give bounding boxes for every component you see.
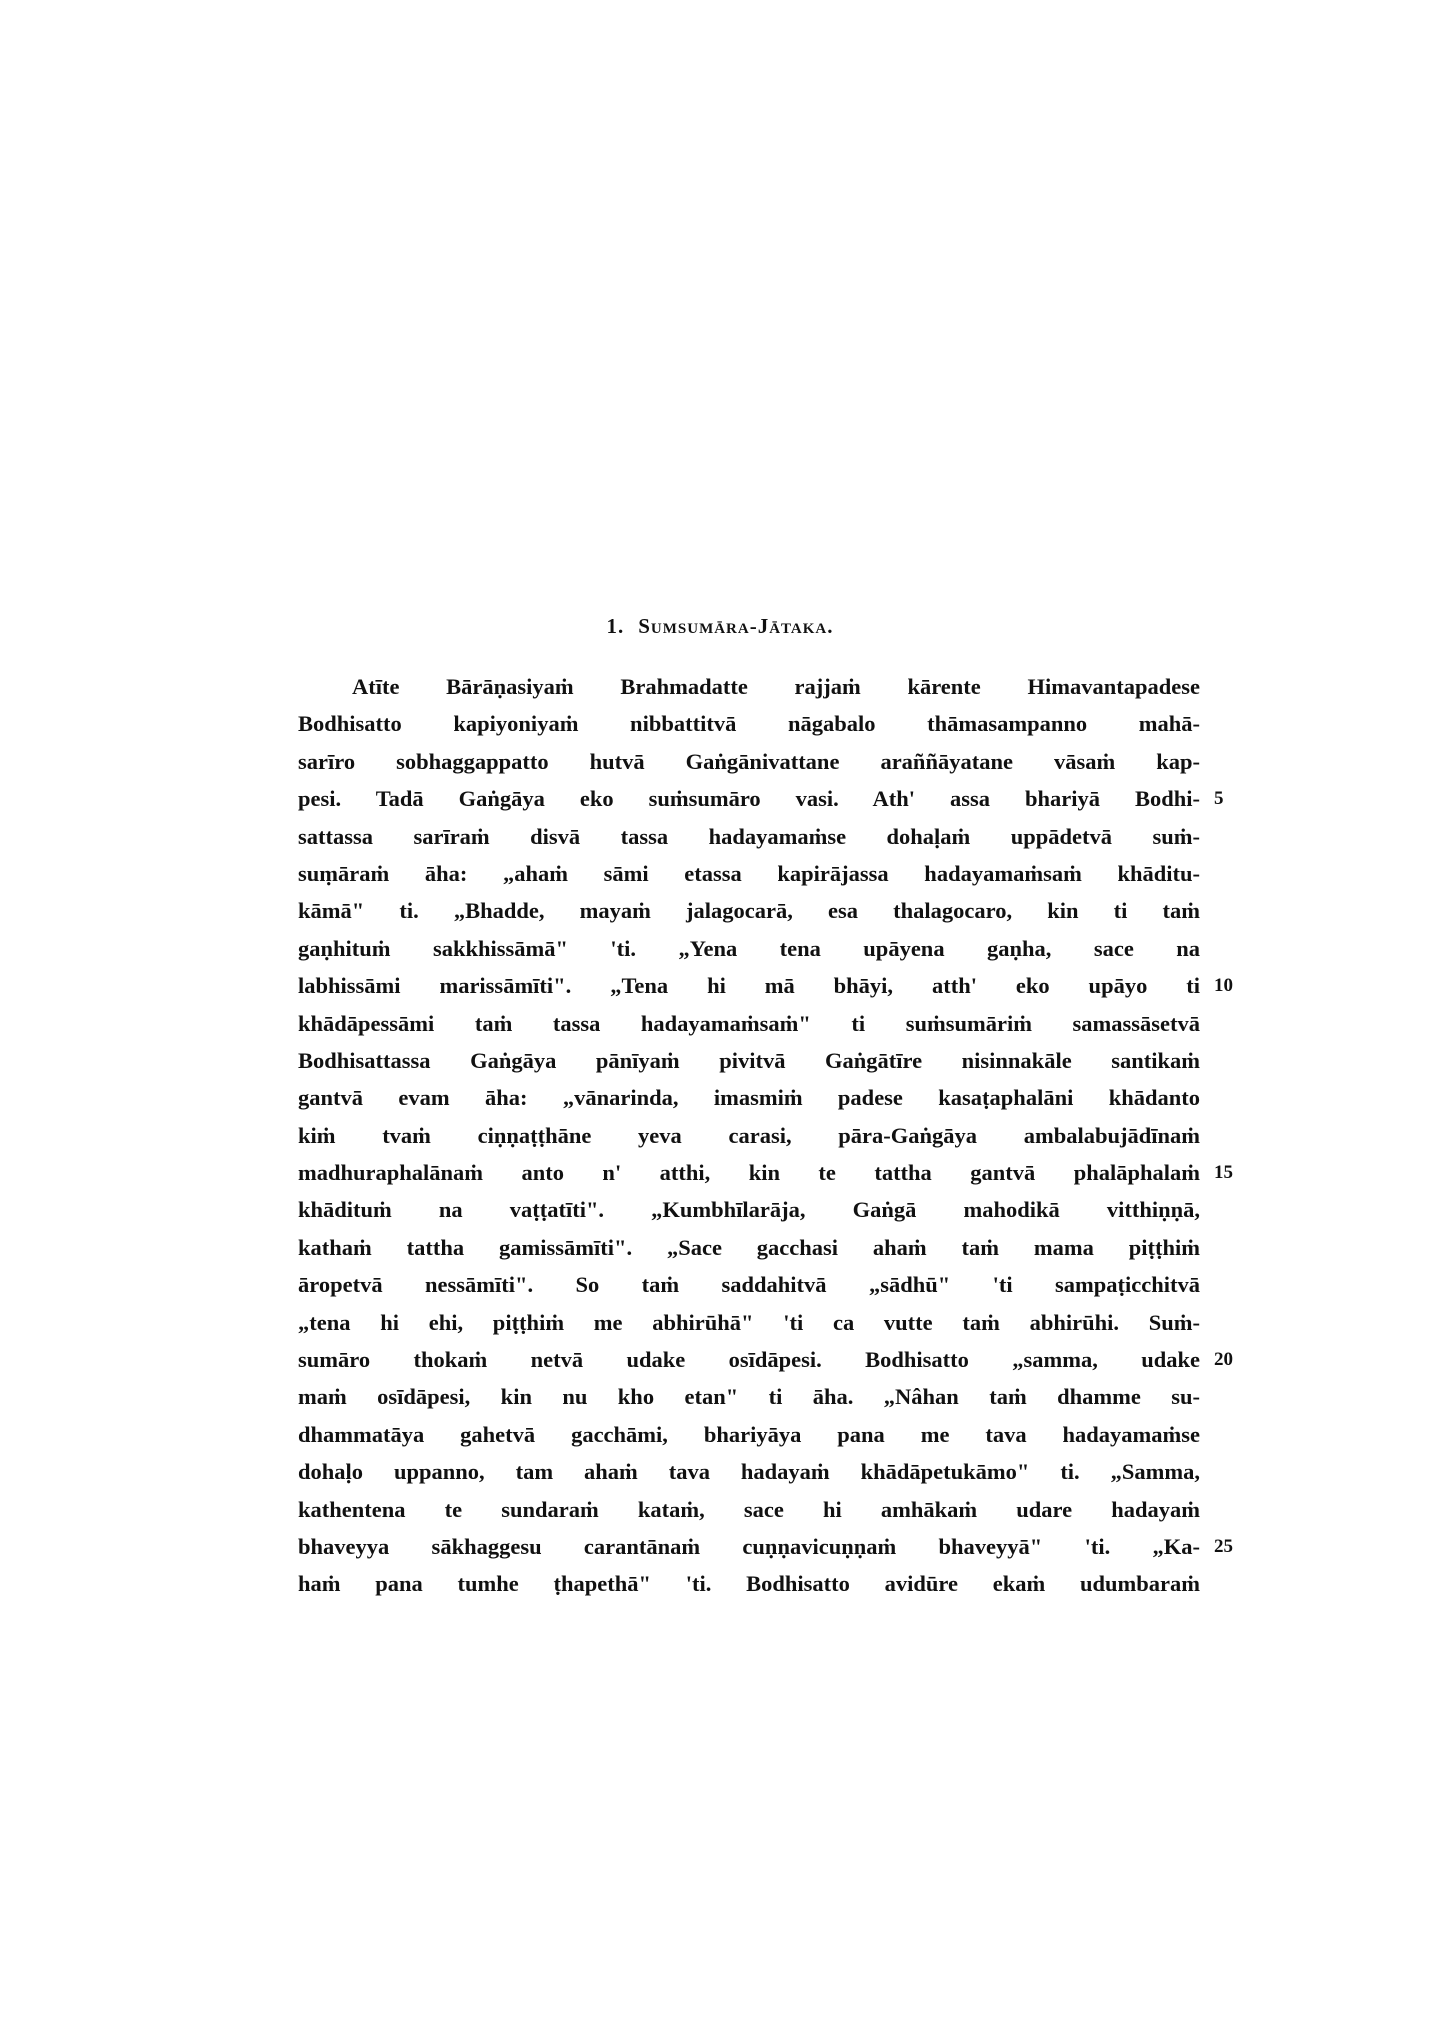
margin-line-number: 5 (1214, 788, 1224, 810)
text-line: kathentena te sundaraṁ kataṁ, sace hi amhākaṁ udare hadayaṁ (298, 1496, 1200, 1522)
margin-line-number: 10 (1214, 975, 1233, 997)
text-line: kāmā" ti. „Bhadde, mayaṁ jalagocarā, esa thalagocaro, kin ti taṁ (298, 898, 1200, 924)
text-line: maṁ osīdāpesi, kin nu kho etan" ti āha. „Nâhan taṁ dhamme su- (298, 1384, 1200, 1410)
margin-line-number: 20 (1214, 1349, 1233, 1371)
text-line: kathaṁ tattha gamissāmīti". „Sace gacchasi ahaṁ taṁ mama piṭṭhiṁ (298, 1234, 1200, 1260)
text-line: Atīte Bārāṇasiyaṁ Brahmadatte rajjaṁ kārente Himavantapadese (352, 674, 1200, 699)
text-line: suṃāraṁ āha: „ahaṁ sāmi etassa kapirājassa hadayamaṁsaṁ khāditu- (298, 860, 1200, 886)
text-line: gantvā evam āha: „vānarinda, imasmiṁ padese kasaṭaphalāni khādanto (298, 1085, 1200, 1111)
text-line: dhammatāya gahetvā gacchāmi, bhariyāya pana me tava hadayamaṁse (298, 1421, 1200, 1447)
text-line: madhuraphalānaṁ anto n' atthi, kin te tattha gantvā phalāphalaṁ (298, 1160, 1200, 1186)
chapter-heading (0, 614, 1440, 639)
text-line: kiṁ tvaṁ ciṇṇaṭṭhāne yeva carasi, pāra-Gaṅgāya ambalabujādīnaṁ (298, 1122, 1200, 1148)
text-line: āropetvā nessāmīti". So taṁ saddahitvā „sādhū" 'ti sampaṭicchitvā (298, 1272, 1200, 1298)
text-line: haṁ pana tumhe ṭhapethā" 'ti. Bodhisatto avidūre ekaṁ udumbaraṁ (298, 1571, 1200, 1597)
text-line: khādituṁ na vaṭṭatīti". „Kumbhīlarāja, Gaṅgā mahodikā vitthiṇṇā, (298, 1197, 1200, 1223)
body-text (298, 668, 1200, 1603)
text-line: Bodhisattassa Gaṅgāya pānīyaṁ pivitvā Gaṅgātīre nisinnakāle santikaṁ (298, 1047, 1200, 1073)
text-line: „tena hi ehi, piṭṭhiṁ me abhirūhā" 'ti ca vutte taṁ abhirūhi. Suṁ- (298, 1309, 1200, 1335)
margin-line-number: 15 (1214, 1162, 1233, 1184)
chapter-title: Sumsumāra-Jātaka. (638, 614, 834, 638)
text-line: sumāro thokaṁ netvā udake osīdāpesi. Bodhisatto „samma, udake (298, 1347, 1200, 1373)
text-line: bhaveyya sākhaggesu carantānaṁ cuṇṇavicuṇṇaṁ bhaveyyā" 'ti. „Ka- (298, 1533, 1200, 1559)
margin-line-number: 25 (1214, 1536, 1233, 1558)
text-line: sarīro sobhaggappatto hutvā Gaṅgānivattane araññāyatane vāsaṁ kap- (298, 748, 1200, 774)
text-line: pesi. Tadā Gaṅgāya eko suṁsumāro vasi. Ath' assa bhariyā Bodhi- (298, 786, 1200, 812)
text-line: dohaḷo uppanno, tam ahaṁ tava hadayaṁ khādāpetukāmo" ti. „Samma, (298, 1459, 1200, 1485)
text-line: khādāpessāmi taṁ tassa hadayamaṁsaṁ" ti suṁsumāriṁ samassāsetvā (298, 1010, 1200, 1036)
text-line: Bodhisatto kapiyoniyaṁ nibbattitvā nāgabalo thāmasampanno mahā- (298, 711, 1200, 737)
text-line: sattassa sarīraṁ disvā tassa hadayamaṁse dohaḷaṁ uppādetvā suṁ- (298, 823, 1200, 849)
chapter-number: 1. (606, 614, 625, 638)
text-line: gaṇhituṁ sakkhissāmā" 'ti. „Yena tena upāyena gaṇha, sace na (298, 935, 1200, 961)
text-line: labhissāmi marissāmīti". „Tena hi mā bhāyi, atth' eko upāyo ti (298, 973, 1200, 999)
